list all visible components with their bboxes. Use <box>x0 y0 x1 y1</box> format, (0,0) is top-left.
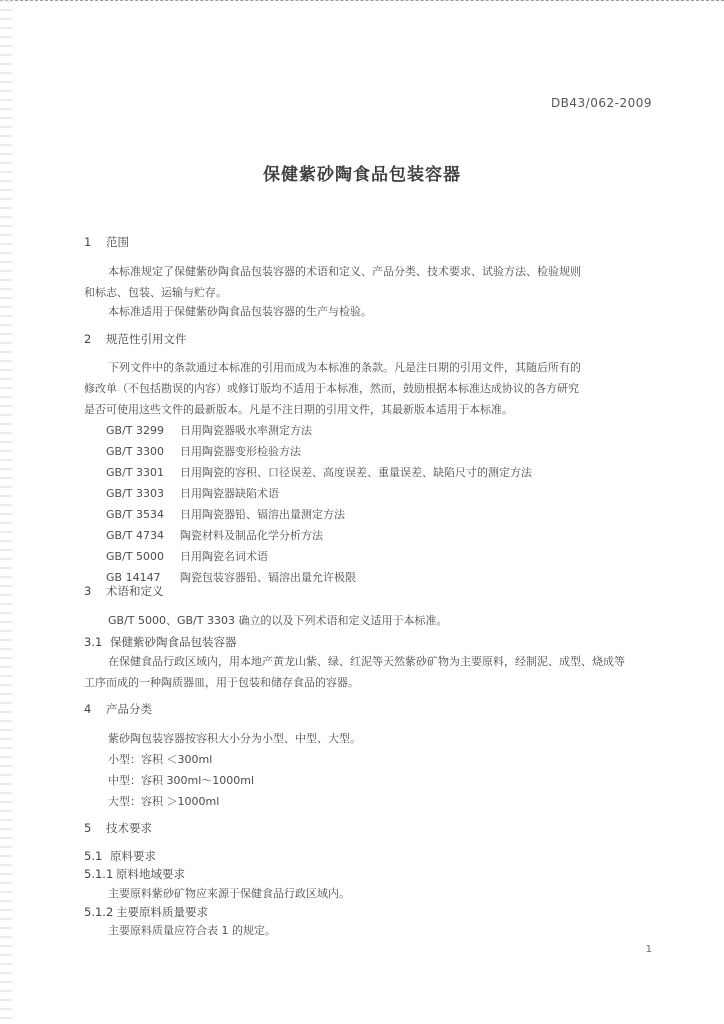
reference-code: GB/T 3534 <box>106 508 164 521</box>
section-number: 4 <box>84 702 92 716</box>
subsection-3-1-paragraph: 工序而成的一种陶质器皿，用于包装和储存食品的容器。 <box>84 676 359 689</box>
section-3-paragraph: GB/T 5000、GB/T 3303 确立的以及下列术语和定义适用于本标准。 <box>108 614 448 627</box>
section-3-heading <box>84 583 164 599</box>
subsection-number: 5.1.1 <box>84 867 114 881</box>
subsection-5-1-2-paragraph: 主要原料质量应符合表 1 的规定。 <box>108 924 276 937</box>
section-4-paragraph: 紫砂陶包装容器按容积大小分为小型、中型、大型。 <box>108 732 361 745</box>
section-2-paragraph: 修改单（不包括勘误的内容）或修订版均不适用于本标准，然而，鼓励根据本标准达成协议的各方研究 <box>84 382 579 395</box>
reference-name: 日用陶瓷器吸水率测定方法 <box>180 424 312 437</box>
section-2-paragraph: 下列文件中的条款通过本标准的引用而成为本标准的条款。凡是注日期的引用文件，其随后所有的 <box>108 361 581 374</box>
subsection-5-1-2-heading <box>84 904 208 920</box>
reference-code: GB/T 3303 <box>106 487 164 500</box>
subsection-3-1-paragraph: 在保健食品行政区域内，用本地产黄龙山紫、绿、红泥等天然紫砂矿物为主要原料，经制泥、成型、烧成等 <box>108 655 625 668</box>
section-number: 2 <box>84 332 92 346</box>
subsection-title: 原料地域要求 <box>116 867 185 881</box>
size-class-item: 中型：容积 300ml～1000ml <box>108 774 255 787</box>
section-title: 规范性引用文件 <box>106 332 187 346</box>
section-number: 5 <box>84 821 92 835</box>
reference-code: GB 14147 <box>106 571 161 584</box>
section-number: 1 <box>84 235 92 249</box>
reference-name: 陶瓷包装容器铅、镉溶出量允许极限 <box>180 571 356 584</box>
section-5-heading <box>84 820 152 836</box>
document-id: DB43/062-2009 <box>550 96 652 110</box>
reference-name: 日用陶瓷名词术语 <box>180 550 268 563</box>
reference-code: GB/T 4734 <box>106 529 164 542</box>
subsection-title: 保健紫砂陶食品包装容器 <box>110 635 237 649</box>
section-4-heading <box>84 701 152 717</box>
reference-item <box>106 464 532 480</box>
subsection-number: 5.1 <box>84 849 103 863</box>
section-number: 3 <box>84 584 92 598</box>
reference-item <box>106 548 268 564</box>
subsection-title: 主要原料质量要求 <box>116 905 208 919</box>
section-1-scope-paragraph: 本标准适用于保健紫砂陶食品包装容器的生产与检验。 <box>108 305 372 318</box>
subsection-5-1-heading <box>84 848 156 864</box>
section-title: 产品分类 <box>106 702 152 716</box>
reference-name: 日用陶瓷的容积、口径误差、高度误差、重量误差、缺陷尺寸的测定方法 <box>180 466 532 479</box>
subsection-3-1-heading <box>84 634 237 650</box>
reference-name: 陶瓷材料及制品化学分析方法 <box>180 529 323 542</box>
reference-name: 日用陶瓷器缺陷术语 <box>180 487 279 500</box>
section-title: 术语和定义 <box>106 584 164 598</box>
section-2-paragraph: 是否可使用这些文件的最新版本。凡是不注日期的引用文件，其最新版本适用于本标准。 <box>84 403 513 416</box>
subsection-number: 3.1 <box>84 635 103 649</box>
section-title: 技术要求 <box>106 821 152 835</box>
reference-item <box>106 485 279 501</box>
subsection-number: 5.1.2 <box>84 905 114 919</box>
scan-edge-left <box>0 0 12 1024</box>
section-title: 范围 <box>106 235 129 249</box>
section-1-heading <box>84 234 129 250</box>
reference-code: GB/T 3299 <box>106 424 164 437</box>
section-1-paragraph: 本标准规定了保健紫砂陶食品包装容器的术语和定义、产品分类、技术要求、试验方法、检验规则 <box>108 265 581 278</box>
subsection-title: 原料要求 <box>110 849 156 863</box>
reference-item <box>106 506 345 522</box>
scan-edge-top <box>0 0 724 11</box>
reference-code: GB/T 5000 <box>106 550 164 563</box>
reference-name: 日用陶瓷器变形检验方法 <box>180 445 301 458</box>
reference-code: GB/T 3301 <box>106 466 164 479</box>
reference-item <box>106 527 323 543</box>
reference-item <box>106 422 312 438</box>
size-class-item: 大型：容积 ＞1000ml <box>108 795 220 808</box>
subsection-5-1-1-paragraph: 主要原料紫砂矿物应来源于保健食品行政区域内。 <box>108 887 350 900</box>
subsection-5-1-1-heading <box>84 866 185 882</box>
section-1-paragraph: 和标志、包装、运输与贮存。 <box>84 286 227 299</box>
document-title: 保健紫砂陶食品包装容器 <box>263 165 461 185</box>
reference-item <box>106 443 301 459</box>
reference-name: 日用陶瓷器铅、镉溶出量测定方法 <box>180 508 345 521</box>
size-class-item: 小型：容积 ＜300ml <box>108 753 213 766</box>
section-2-heading <box>84 331 187 347</box>
page-number: 1 <box>645 944 652 955</box>
reference-code: GB/T 3300 <box>106 445 164 458</box>
